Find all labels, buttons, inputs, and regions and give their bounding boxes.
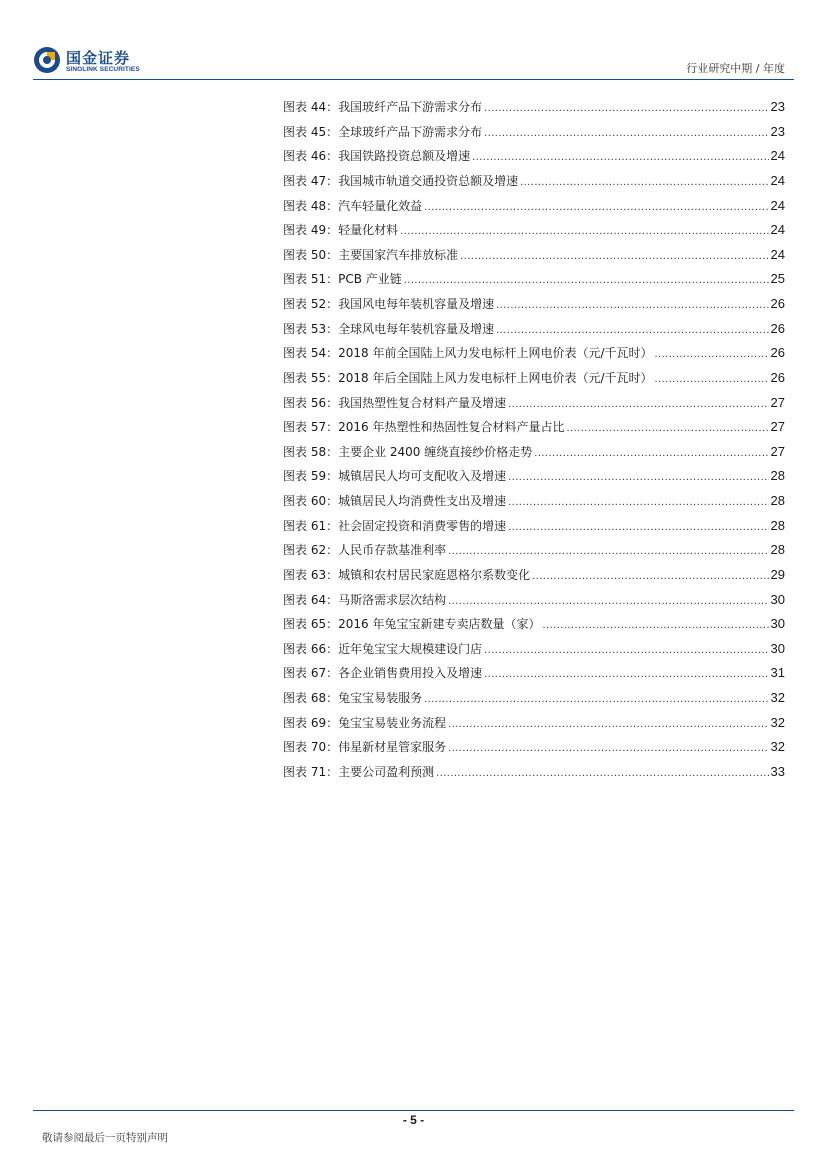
toc-entry-label[interactable]: 图表 59：城镇居民人均可支配收入及增速: [283, 469, 507, 484]
toc-entry-page[interactable]: 27: [770, 419, 785, 435]
toc-entry-page[interactable]: 26: [770, 320, 785, 336]
sinolink-logo-icon: [33, 46, 61, 74]
toc-leader-dots: [508, 398, 768, 410]
toc-entry-label[interactable]: 图表 45：全球玻纤产品下游需求分布: [283, 124, 483, 139]
toc-entry-label[interactable]: 图表 70：伟星新材星管家服务: [283, 740, 447, 755]
report-type-label: 行业研究中期 / 年度: [686, 62, 785, 75]
toc-entry[interactable]: [283, 517, 785, 542]
logo-english-name: SINOLINK SECURITIES: [66, 66, 140, 73]
toc-entry[interactable]: [283, 394, 785, 419]
toc-leader-dots: [496, 324, 768, 336]
toc-entry-page[interactable]: 33: [770, 763, 785, 779]
toc-entry-label[interactable]: 图表 53：全球风电每年装机容量及增速: [283, 321, 495, 336]
toc-entry[interactable]: [283, 270, 785, 295]
toc-leader-dots: [508, 496, 768, 508]
toc-leader-dots: [484, 127, 768, 139]
toc-entry[interactable]: [283, 714, 785, 739]
toc-leader-dots: [424, 201, 768, 213]
toc-entry[interactable]: [283, 689, 785, 714]
toc-entry[interactable]: [283, 418, 785, 443]
toc-entry-label[interactable]: 图表 66：近年兔宝宝大规模建设门店: [283, 641, 483, 656]
toc-entry[interactable]: [283, 566, 785, 591]
toc-entry-label[interactable]: 图表 48：汽车轻量化效益: [283, 198, 423, 213]
toc-entry[interactable]: [283, 763, 785, 788]
toc-leader-dots: [436, 767, 768, 779]
toc-entry-page[interactable]: 32: [770, 739, 785, 755]
toc-entry-label[interactable]: 图表 60：城镇居民人均消费性支出及增速: [283, 494, 507, 508]
toc-entry-page[interactable]: 26: [770, 369, 785, 385]
toc-entry-page[interactable]: 30: [770, 640, 785, 656]
toc-entry-page[interactable]: 28: [770, 517, 785, 533]
toc-leader-dots: [484, 668, 768, 680]
toc-entry-page[interactable]: 31: [770, 665, 785, 681]
toc-leader-dots: [566, 422, 768, 434]
toc-entry-label[interactable]: 图表 67：各企业销售费用投入及增速: [283, 666, 483, 681]
toc-entry[interactable]: [283, 221, 785, 246]
toc-entry-page[interactable]: 28: [770, 542, 785, 558]
toc-entry-page[interactable]: 26: [770, 345, 785, 361]
toc-entry-page[interactable]: 24: [770, 222, 785, 238]
toc-entry-page[interactable]: 27: [770, 443, 785, 459]
toc-entry-page[interactable]: 25: [770, 271, 785, 287]
figure-list: [283, 98, 785, 788]
header-divider: [33, 79, 794, 80]
toc-leader-dots: [448, 545, 768, 557]
toc-entry[interactable]: [283, 640, 785, 665]
toc-leader-dots: [508, 521, 768, 533]
toc-entry-page[interactable]: 32: [770, 690, 785, 705]
toc-entry-label[interactable]: 图表 63：城镇和农村居民家庭恩格尔系数变化: [283, 567, 531, 582]
page-number: - 5 -: [402, 1113, 425, 1127]
toc-leader-dots: [448, 742, 768, 754]
toc-entry[interactable]: [283, 246, 785, 271]
toc-entry-label[interactable]: 图表 62：人民币存款基准利率: [283, 543, 447, 558]
toc-leader-dots: [520, 176, 768, 188]
toc-entry[interactable]: [283, 541, 785, 566]
toc-entry-label[interactable]: 图表 69：兔宝宝易装业务流程: [283, 715, 447, 730]
logo-chinese-name: 国金证券: [66, 50, 131, 67]
toc-entry[interactable]: [283, 467, 785, 492]
toc-leader-dots: [654, 373, 768, 385]
toc-entry-label[interactable]: 图表 61：社会固定投资和消费零售的增速: [283, 518, 507, 533]
toc-leader-dots: [460, 250, 768, 262]
toc-entry[interactable]: [283, 172, 785, 197]
footer-divider: [33, 1110, 794, 1111]
toc-entry-label[interactable]: 图表 71：主要公司盈利预测: [283, 764, 435, 779]
toc-leader-dots: [542, 619, 768, 631]
toc-entry-page[interactable]: 30: [770, 616, 785, 632]
toc-entry-page[interactable]: 26: [770, 296, 785, 311]
toc-entry-label[interactable]: 图表 44：我国玻纤产品下游需求分布: [283, 100, 483, 114]
toc-entry-page[interactable]: 28: [770, 468, 785, 484]
toc-entry-label[interactable]: 图表 46：我国铁路投资总额及增速: [283, 149, 471, 164]
toc-entry-page[interactable]: 27: [770, 394, 785, 410]
toc-entry-page[interactable]: 28: [770, 493, 785, 508]
toc-entry-label[interactable]: 图表 51：PCB 产业链: [283, 272, 402, 287]
toc-leader-dots: [472, 151, 768, 163]
disclaimer-text: 敬请参阅最后一页特别声明: [42, 1132, 168, 1144]
toc-entry-page[interactable]: 30: [770, 591, 785, 607]
toc-entry-label[interactable]: 图表 58：主要企业 2400 缠绕直接纱价格走势: [283, 444, 533, 459]
toc-leader-dots: [424, 693, 768, 705]
toc-leader-dots: [534, 447, 768, 459]
toc-entry[interactable]: [283, 197, 785, 222]
toc-entry-label[interactable]: 图表 65：2016 年兔宝宝新建专卖店数量（家）: [283, 617, 541, 632]
toc-entry-label[interactable]: 图表 57：2016 年热塑性和热固性复合材料产量占比: [283, 420, 565, 435]
toc-leader-dots: [508, 471, 768, 483]
company-logo: [33, 46, 163, 78]
toc-entry-label[interactable]: 图表 47：我国城市轨道交通投资总额及增速: [283, 173, 519, 188]
toc-entry-page[interactable]: 24: [770, 197, 785, 213]
toc-leader-dots: [448, 595, 768, 607]
toc-entry-page[interactable]: 29: [770, 566, 785, 582]
toc-entry-label[interactable]: 图表 56：我国热塑性复合材料产量及增速: [283, 395, 507, 410]
toc-entry[interactable]: [283, 147, 785, 172]
toc-leader-dots: [654, 348, 768, 360]
toc-entry[interactable]: [283, 591, 785, 616]
toc-entry-label[interactable]: 图表 55：2018 年后全国陆上风力发电标杆上网电价表（元/千瓦时）: [283, 370, 653, 385]
toc-entry-page[interactable]: 23: [770, 99, 785, 114]
toc-entry[interactable]: [283, 738, 785, 763]
toc-entry-page[interactable]: 32: [770, 714, 785, 730]
toc-leader-dots: [484, 102, 768, 114]
toc-entry[interactable]: [283, 664, 785, 689]
toc-leader-dots: [484, 644, 768, 656]
toc-entry-page[interactable]: 24: [770, 148, 785, 164]
toc-leader-dots: [400, 225, 768, 237]
toc-leader-dots: [496, 299, 768, 311]
toc-leader-dots: [448, 718, 768, 730]
toc-entry-page[interactable]: 24: [770, 246, 785, 262]
page-header: [0, 0, 827, 80]
toc-entry[interactable]: [283, 98, 785, 123]
toc-leader-dots: [532, 570, 768, 582]
toc-entry[interactable]: [283, 295, 785, 320]
toc-entry[interactable]: [283, 320, 785, 345]
toc-entry[interactable]: [283, 369, 785, 394]
toc-entry-label[interactable]: 图表 52：我国风电每年装机容量及增速: [283, 297, 495, 311]
toc-entry-label[interactable]: 图表 50：主要国家汽车排放标准: [283, 247, 459, 262]
toc-entry[interactable]: [283, 615, 785, 640]
toc-entry[interactable]: [283, 123, 785, 148]
toc-entry-label[interactable]: 图表 54：2018 年前全国陆上风力发电标杆上网电价表（元/千瓦时）: [283, 346, 653, 361]
toc-leader-dots: [404, 274, 769, 286]
toc-entry-page[interactable]: 23: [770, 123, 785, 139]
toc-entry-page[interactable]: 24: [770, 172, 785, 188]
toc-entry[interactable]: [283, 492, 785, 517]
toc-entry[interactable]: [283, 443, 785, 468]
toc-entry-label[interactable]: 图表 49：轻量化材料: [283, 223, 399, 238]
toc-entry-label[interactable]: 图表 68：兔宝宝易装服务: [283, 691, 423, 705]
toc-entry[interactable]: [283, 344, 785, 369]
toc-entry-label[interactable]: 图表 64：马斯洛需求层次结构: [283, 592, 447, 607]
